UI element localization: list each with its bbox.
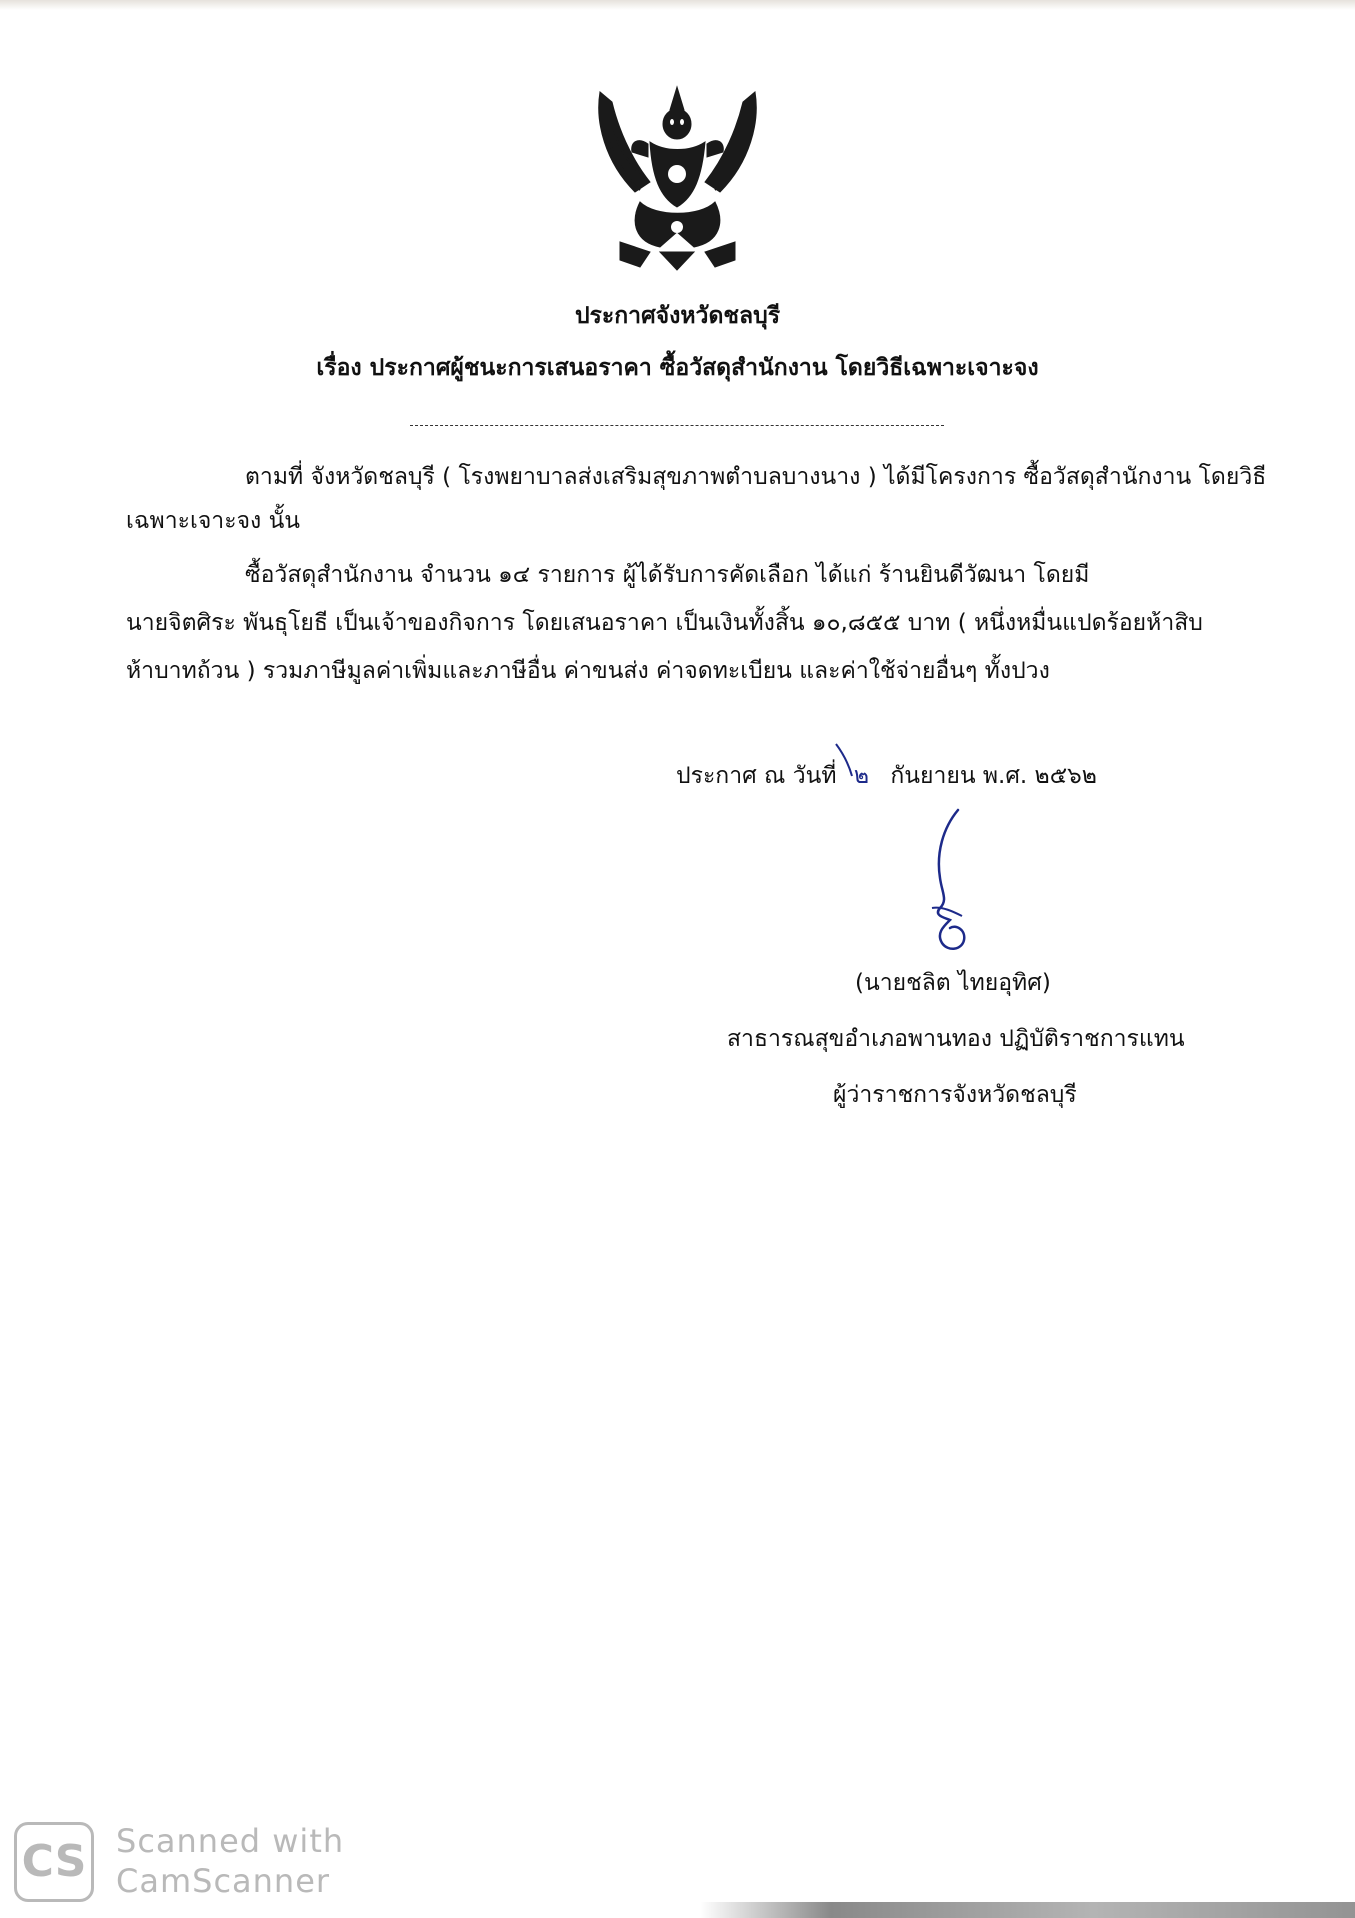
scan-edge-bottom xyxy=(700,1902,1355,1918)
watermark-line-2: CamScanner xyxy=(116,1862,331,1900)
date-line xyxy=(676,761,1097,791)
paragraph-2-line-1: ซื้อวัสดุสำนักงาน จำนวน ๑๔ รายการ ผู้ได้รับการคัดเลือก ได้แก่ ร้านยินดีวัฒนา โดยมี xyxy=(245,562,1090,588)
paragraph-2-line-2: นายจิตศิระ พันธุโยธี เป็นเจ้าของกิจการ โดยเสนอราคา เป็นเงินทั้งสิ้น ๑๐,๘๕๕ บาท ( หนึ่งหมื่นแปดร้อยห้าสิบ xyxy=(126,610,1203,636)
signatory-name: (นายชลิต ไทยอุทิศ) xyxy=(855,970,1051,996)
date-day: ๒ xyxy=(853,763,869,789)
date-prefix: ประกาศ ณ วันที่ xyxy=(676,763,837,789)
handwritten-date-stroke-icon xyxy=(828,742,858,782)
watermark-line-1: Scanned with xyxy=(116,1822,345,1860)
document-title: ประกาศจังหวัดชลบุรี xyxy=(574,303,781,329)
signatory-position: สาธารณสุขอำเภอพานทอง ปฏิบัติราชการแทน xyxy=(727,1026,1185,1052)
scan-edge-top xyxy=(0,0,1355,10)
date-suffix: กันยายน พ.ศ. ๒๕๖๒ xyxy=(890,763,1097,789)
separator-line xyxy=(410,425,944,426)
document-subject: เรื่อง ประกาศผู้ชนะการเสนอราคา ซื้อวัสดุสำนักงาน โดยวิธีเฉพาะเจาะจง xyxy=(316,355,1039,381)
signatory-title: ผู้ว่าราชการจังหวัดชลบุรี xyxy=(833,1082,1077,1108)
paragraph-1-line-2: เฉพาะเจาะจง นั้น xyxy=(126,508,301,534)
paragraph-1-line-1: ตามที่ จังหวัดชลบุรี ( โรงพยาบาลส่งเสริมสุขภาพตำบลบางนาง ) ได้มีโครงการ ซื้อวัสดุสำนักงาน โดยวิธี xyxy=(245,464,1267,490)
paragraph-2-line-3: ห้าบาทถ้วน ) รวมภาษีมูลค่าเพิ่มและภาษีอื่น ค่าขนส่ง ค่าจดทะเบียน และค่าใช้จ่ายอื่นๆ ทั้งปวง xyxy=(126,658,1050,684)
garuda-emblem-icon xyxy=(590,82,765,272)
signature-icon xyxy=(918,808,978,958)
camscanner-logo-icon: CS xyxy=(14,1822,94,1902)
